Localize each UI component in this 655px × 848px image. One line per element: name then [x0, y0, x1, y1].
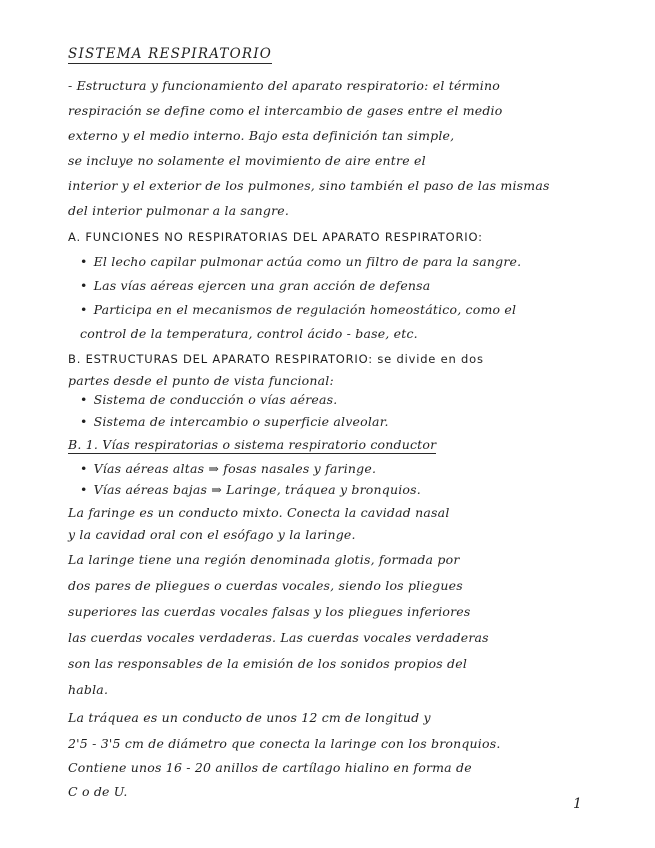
traquea-line: C o de U.: [68, 784, 128, 799]
laringe-line: las cuerdas vocales verdaderas. Las cuerdas vocales verdaderas: [68, 630, 489, 645]
section-b-bullet: • Sistema de intercambio o superficie alveolar.: [80, 414, 389, 429]
section-b1-bullet: • Vías aéreas bajas ⇒ Laringe, tráquea y bronquios.: [80, 482, 421, 497]
intro-line: interior y el exterior de los pulmones, sino también el paso de las mismas: [68, 178, 550, 193]
section-a-bullet: • Participa en el mecanismos de regulación homeostático, como el: [80, 302, 516, 317]
intro-line: respiración se define como el intercambio de gases entre el medio: [68, 103, 503, 118]
laringe-line: La laringe tiene una región denominada glotis, formada por: [68, 552, 460, 567]
section-a-bullet: • El lecho capilar pulmonar actúa como un filtro de para la sangre.: [80, 254, 521, 269]
faringe-line: La faringe es un conducto mixto. Conecta la cavidad nasal: [68, 505, 450, 520]
section-a-bullet: • Las vías aéreas ejercen una gran acción de defensa: [80, 278, 430, 293]
section-a-continuation: control de la temperatura, control ácido - base, etc.: [80, 326, 418, 341]
intro-line: externo y el medio interno. Bajo esta definición tan simple,: [68, 128, 455, 143]
faringe-line: y la cavidad oral con el esófago y la laringe.: [68, 527, 356, 542]
page-title: SISTEMA RESPIRATORIO: [68, 46, 273, 62]
traquea-line: Contiene unos 16 - 20 anillos de cartílago hialino en forma de: [68, 760, 472, 775]
laringe-line: habla.: [68, 682, 109, 697]
page-number: 1: [573, 796, 582, 812]
section-b-bullet: • Sistema de conducción o vías aéreas.: [80, 392, 337, 407]
section-b-heading: B. ESTRUCTURAS DEL APARATO RESPIRATORIO: se divide en dos: [68, 352, 484, 366]
laringe-line: superiores las cuerdas vocales falsas y los pliegues inferiores: [68, 604, 471, 619]
section-a-heading: A. FUNCIONES NO RESPIRATORIAS DEL APARATO RESPIRATORIO:: [68, 230, 483, 244]
section-b1-heading: B. 1. Vías respiratorias o sistema respiratorio conductor: [68, 437, 437, 452]
intro-line: del interior pulmonar a la sangre.: [68, 203, 290, 218]
traquea-line: La tráquea es un conducto de unos 12 cm de longitud y: [68, 710, 431, 725]
laringe-line: son las responsables de la emisión de los sonidos propios del: [68, 656, 468, 671]
laringe-line: dos pares de pliegues o cuerdas vocales, siendo los pliegues: [68, 578, 463, 593]
traquea-line: 2'5 - 3'5 cm de diámetro que conecta la laringe con los bronquios.: [68, 736, 501, 751]
section-b-heading-continuation: partes desde el punto de vista funcional:: [68, 373, 334, 388]
section-b1-bullet: • Vías aéreas altas ⇒ fosas nasales y faringe.: [80, 461, 376, 476]
intro-line: se incluye no solamente el movimiento de aire entre el: [68, 153, 426, 168]
intro-line: - Estructura y funcionamiento del aparato respiratorio: el término: [68, 78, 500, 93]
